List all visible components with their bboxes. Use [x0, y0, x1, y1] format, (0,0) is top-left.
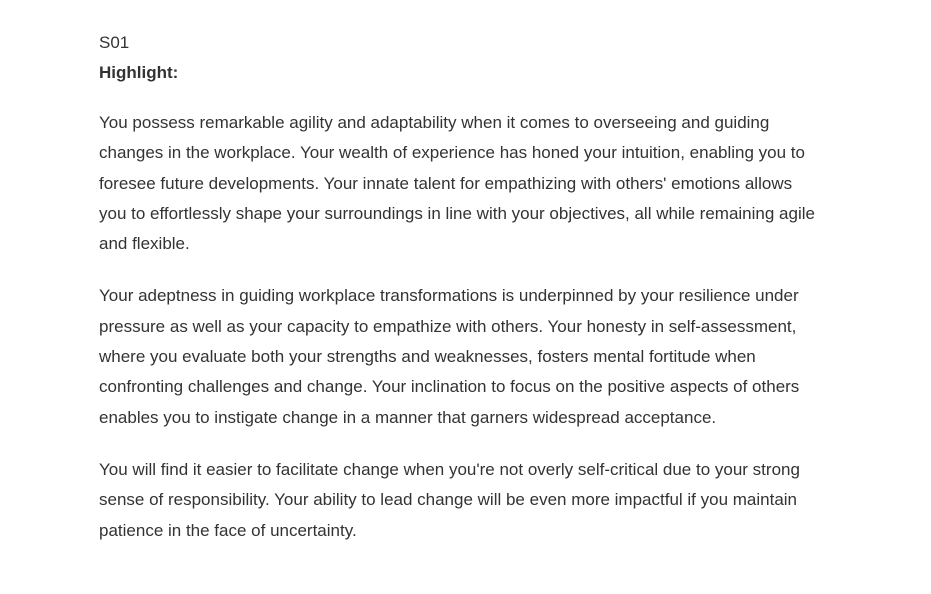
- paragraph-adeptness: Your adeptness in guiding workplace transformations is underpinned by your resilience under pressure as well as your capacity to empathize with others. Your honesty in self-assessment, where you evaluate both your strengths and weaknesses, fosters mental fortitude when confronting challenges and change. Your inclination to focus on the positive aspects of others enables you to instigate change in a manner that garners widespread acceptance.: [99, 286, 800, 427]
- paragraph-strengths: You possess remarkable agility and adaptability when it comes to overseeing and guiding changes in the workplace. Your wealth of experience has honed your intuition, enabling you to foresee future developments. Your innate talent for empathizing with others' emotions allows you to effortlessly shape your surroundings in line with your objectives, all while remaining agile and flexible.: [99, 113, 815, 254]
- report-body: [99, 108, 815, 546]
- section-heading: Highlight:: [99, 63, 179, 82]
- section-code: S01: [99, 33, 130, 52]
- paragraph-advice: You will find it easier to facilitate change when you're not overly self-critical due to your strong sense of responsibility. Your ability to lead change will be even more impactful if you maintain patience in the face of uncertainty.: [99, 459, 800, 540]
